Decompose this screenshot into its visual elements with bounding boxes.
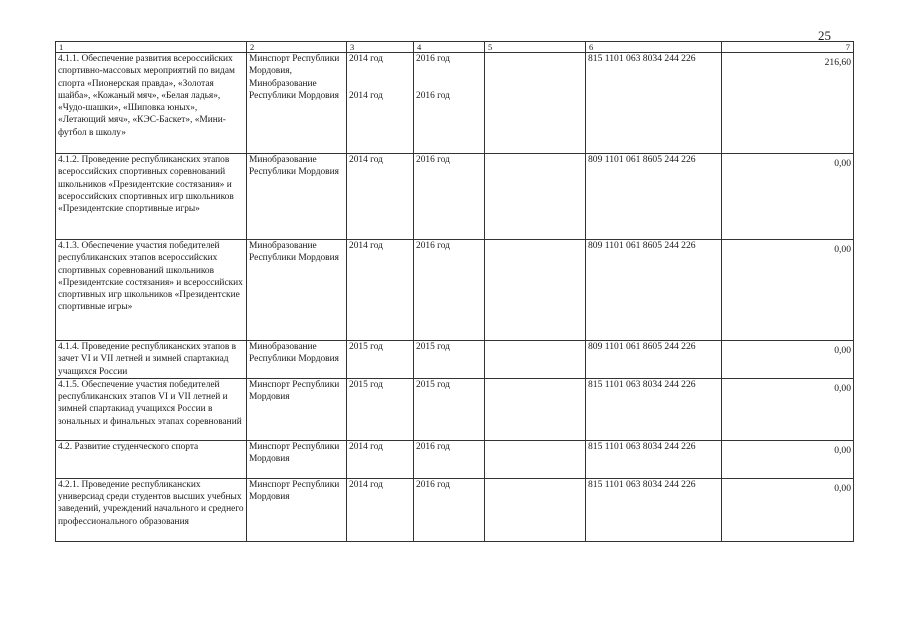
end-year-cell — [414, 53, 485, 154]
start-year: 2014 год — [349, 91, 383, 102]
start-year: 2014 год — [347, 240, 414, 341]
amount — [722, 478, 854, 541]
budget-code — [586, 440, 722, 478]
amount-text: 0,00 — [834, 244, 851, 255]
start-year: 2014 год — [347, 154, 414, 240]
budget-code-text: 815 1101 063 8034 244 226 — [588, 478, 696, 490]
end-year: 2015 год — [414, 341, 485, 379]
col5-cell — [485, 154, 586, 240]
column-number: 1 — [56, 42, 247, 53]
end-year: 2016 год — [416, 91, 450, 102]
table-row — [56, 440, 854, 478]
amount — [722, 440, 854, 478]
column-number: 6 — [586, 42, 722, 53]
table-row — [56, 240, 854, 341]
column-number: 4 — [414, 42, 485, 53]
amount-text: 0,00 — [834, 444, 851, 456]
budget-code-text: 809 1101 061 8605 244 226 — [588, 341, 696, 352]
budget-code — [586, 240, 722, 341]
executor: Минспорт Республики Мордовия — [247, 378, 347, 440]
end-year: 2016 год — [414, 240, 485, 341]
start-year: 2014 год — [347, 440, 414, 478]
budget-code — [586, 53, 722, 154]
start-year-cell — [347, 53, 414, 154]
column-number: 7 — [722, 42, 854, 53]
budget-code — [586, 154, 722, 240]
table-row — [56, 378, 854, 440]
measure-name: 4.1.5. Обеспечение участия победителей республиканских этапов VI и VII летней и зимней спартакиад учащихся России в зональных и финальных этапах соревнований — [56, 378, 247, 440]
start-year: 2015 год — [347, 341, 414, 379]
amount — [722, 154, 854, 240]
executor: Минспорт Республики Мордовия — [247, 478, 347, 541]
table-row — [56, 341, 854, 379]
column-number-row — [56, 42, 854, 53]
table-row — [56, 154, 854, 240]
executor: Минобразование Республики Мордовия — [247, 341, 347, 379]
column-number: 5 — [485, 42, 586, 53]
budget-code-text: 815 1101 063 8034 244 226 — [588, 440, 696, 452]
amount-text: 216,60 — [824, 57, 851, 68]
budget-code-text: 815 1101 063 8034 244 226 — [588, 53, 696, 64]
col5-cell — [485, 440, 586, 478]
amount — [722, 341, 854, 379]
measure-name: 4.1.4. Проведение республиканских этапов в зачет VI и VII летней и зимней спартакиад учащихся России — [56, 341, 247, 379]
budget-code — [586, 478, 722, 541]
col5-cell — [485, 341, 586, 379]
column-number: 2 — [247, 42, 347, 53]
amount-text: 0,00 — [834, 345, 851, 356]
start-year: 2014 год — [349, 54, 383, 64]
table-row — [56, 53, 854, 154]
measure-name: 4.1.2. Проведение республиканских этапов всероссийских спортивных соревнований школьников «Президентские состязания» и всероссийских спортивных игр школьников «Президентские спортивные игры» — [56, 154, 247, 240]
budget-code-text: 815 1101 063 8034 244 226 — [588, 378, 696, 390]
end-year: 2016 год — [416, 54, 450, 64]
col5-cell — [485, 53, 586, 154]
amount-text: 0,00 — [834, 482, 851, 494]
executor: Минобразование Республики Мордовия — [247, 154, 347, 240]
measure-name: 4.2.1. Проведение республиканских универсиад среди студентов высших учебных заведений, учреждений начального и среднего профессионального образования — [56, 478, 247, 541]
budget-code-text: 809 1101 061 8605 244 226 — [588, 240, 696, 251]
budget-table — [55, 41, 854, 542]
executor: Минспорт Республики Мордовия, Минобразование Республики Мордовия — [247, 53, 347, 154]
col5-cell — [485, 478, 586, 541]
executor: Минспорт Республики Мордовия — [247, 440, 347, 478]
column-number: 3 — [347, 42, 414, 53]
measure-name: 4.1.1. Обеспечение развития всероссийских спортивно-массовых мероприятий по видам спорта «Пионерская правда», «Золотая шайба», «Кожаный мяч», «Белая ладья», «Чудо-шашки», «Шиповка юных», «Летающий мяч», «КЭС-Баскет», «Мини-футбол в школу» — [56, 53, 247, 154]
end-year: 2016 год — [414, 478, 485, 541]
measure-name: 4.1.3. Обеспечение участия победителей республиканских этапов всероссийских спортивных соревнований школьников «Президентские состязания» и всероссийских спортивных игр школьников «Президентские спортивные игры» — [56, 240, 247, 341]
start-year: 2014 год — [347, 478, 414, 541]
amount — [722, 378, 854, 440]
budget-code — [586, 378, 722, 440]
amount — [722, 53, 854, 154]
start-year: 2015 год — [347, 378, 414, 440]
amount-text: 0,00 — [834, 158, 851, 169]
amount-text: 0,00 — [834, 382, 851, 394]
end-year: 2016 год — [414, 154, 485, 240]
budget-code — [586, 341, 722, 379]
page-number: 25 — [818, 28, 831, 43]
budget-code-text: 809 1101 061 8605 244 226 — [588, 154, 696, 165]
amount — [722, 240, 854, 341]
end-year: 2016 год — [414, 440, 485, 478]
table-row — [56, 478, 854, 541]
col5-cell — [485, 240, 586, 341]
executor: Минобразование Республики Мордовия — [247, 240, 347, 341]
end-year: 2015 год — [414, 378, 485, 440]
measure-name: 4.2. Развитие студенческого спорта — [56, 440, 247, 478]
col5-cell — [485, 378, 586, 440]
